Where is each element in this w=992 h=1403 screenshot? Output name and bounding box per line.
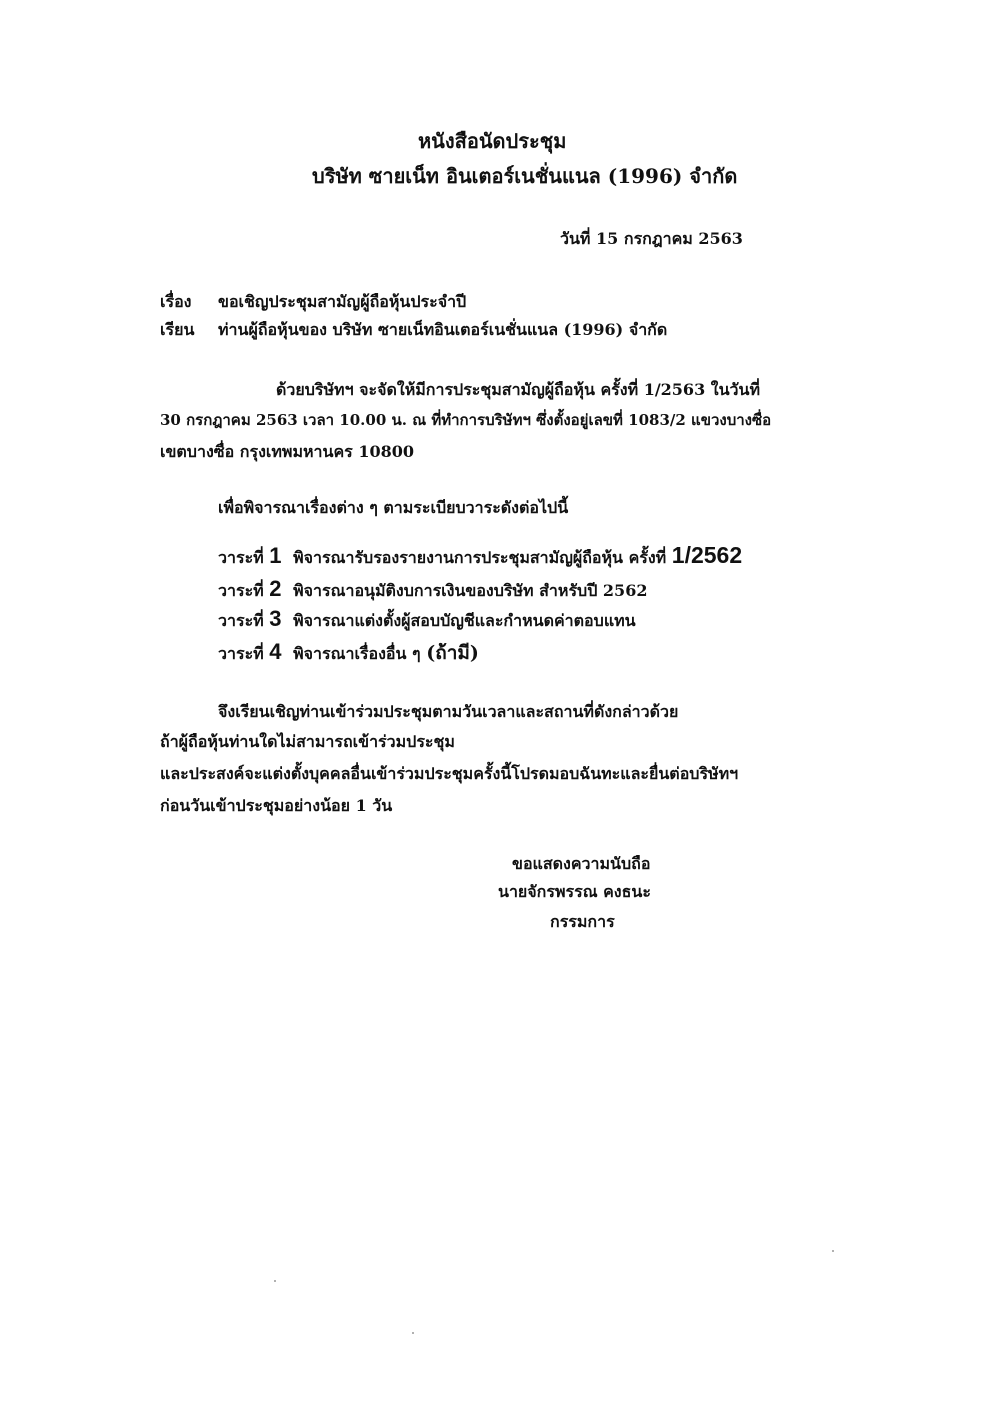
agenda-item [218,638,479,668]
agenda-text: พิจารณาอนุมัติงบการเงินของบริษัท สำหรับปี 2562 [293,581,648,600]
addressee-label: เรียน [160,320,195,339]
closing-line-1: จึงเรียนเชิญท่านเข้าร่วมประชุมตามวันเวลาและสถานที่ดังกล่าวด้วย [218,702,679,721]
agenda-text: พิจารณาเรื่องอื่น ๆ [293,644,421,663]
closing-line-2: ถ้าผู้ถือหุ้นท่านใดไม่สามารถเข้าร่วมประชุม [160,732,455,751]
agenda-prefix: วาระที่ [218,548,264,567]
signatory-position: กรรมการ [550,912,615,931]
subject-text: ขอเชิญประชุมสามัญผู้ถือหุ้นประจำปี [218,292,467,311]
body-line-2: 30 กรกฎาคม 2563 เวลา 10.00 น. ณ ที่ทำการบริษัทฯ ซึ่งตั้งอยู่เลขที่ 1083/2 แขวงบางซื่อ [160,411,772,429]
agenda-number: 2 [269,576,282,601]
agenda-item [218,542,742,571]
addressee-text: ท่านผู้ถือหุ้นของ บริษัท ซายเน็ทอินเตอร์เนชั่นแนล (1996) จำกัด [218,320,668,339]
agenda-reference: 1/2562 [671,542,743,568]
agenda-prefix: วาระที่ [218,644,264,663]
closing-line-4: ก่อนวันเข้าประชุมอย่างน้อย 1 วัน [160,796,393,815]
signatory-name: นายจักรพรรณ คงธนะ [498,882,651,901]
agenda-text: พิจารณาแต่งตั้งผู้สอบบัญชีและกำหนดค่าตอบแทน [293,611,636,630]
agenda-prefix: วาระที่ [218,581,264,600]
closing-line-3: และประสงค์จะแต่งตั้งบุคคลอื่นเข้าร่วมประชุมครั้งนี้โปรดมอบฉันทะและยื่นต่อบริษัทฯ [160,764,739,783]
body-line-1: ด้วยบริษัทฯ จะจัดให้มีการประชุมสามัญผู้ถือหุ้น ครั้งที่ 1/2563 ในวันที่ [276,380,760,399]
agenda-note: (ถ้ามี) [426,642,479,664]
letter-date: วันที่ 15 กรกฎาคม 2563 [560,229,743,248]
agenda-item [218,576,647,604]
document-title: หนังสือนัดประชุม [418,129,567,153]
body-line-3: เขตบางซื่อ กรุงเทพมหานคร 10800 [160,442,414,461]
agenda-intro: เพื่อพิจารณาเรื่องต่าง ๆ ตามระเบียบวาระดังต่อไปนี้ [218,498,569,517]
signature-regards: ขอแสดงความนับถือ [512,854,651,873]
subject-label: เรื่อง [160,292,192,311]
agenda-number: 1 [269,543,282,568]
scan-speck [832,1250,834,1252]
company-name: บริษัท ซายเน็ท อินเตอร์เนชั่นแนล (1996) จำกัด [312,164,738,188]
agenda-number: 3 [269,606,282,631]
agenda-prefix: วาระที่ [218,611,264,630]
scan-speck [274,1280,276,1282]
agenda-number: 4 [269,639,282,664]
agenda-text: พิจารณารับรองรายงานการประชุมสามัญผู้ถือหุ้น ครั้งที่ [293,548,667,567]
agenda-item [218,606,636,634]
scan-speck [412,1332,414,1334]
